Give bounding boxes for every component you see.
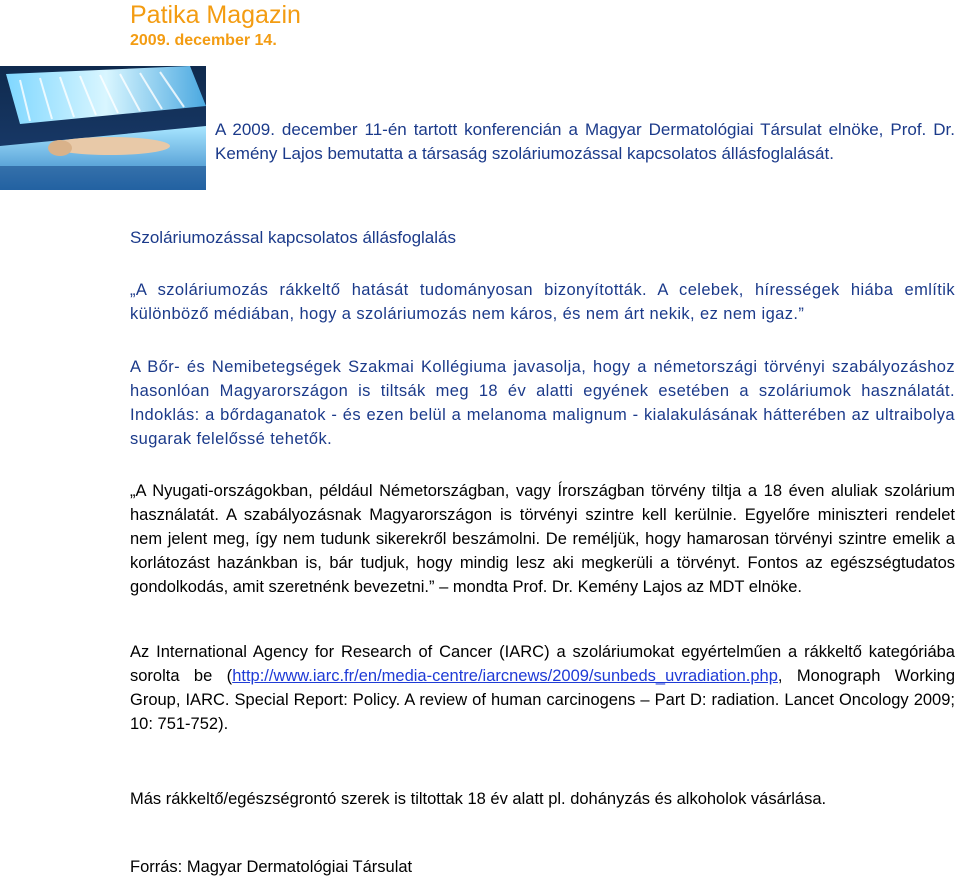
publication-date: 2009. december 14. bbox=[130, 32, 277, 49]
iarc-paragraph bbox=[130, 640, 955, 736]
solarium-photo bbox=[0, 66, 206, 190]
iarc-text-after: , Monograph Working Group, IARC. Special Report: Policy. A review of human carcinogens – Part D: radiation. Lancet Oncology 2009; 10: 751-752). bbox=[130, 667, 955, 733]
other-substances-paragraph: Más rákkeltő/egészségrontó szerek is tiltottak 18 év alatt pl. dohányzás és alkoholok vásárlása. bbox=[130, 790, 827, 808]
iarc-text-before: Az International Agency for Research of Cancer (IARC) a szoláriumokat egyértelműen a rákkeltő kategóriába sorolta be ( bbox=[130, 643, 955, 685]
magazine-title: Patika Magazin bbox=[130, 1, 301, 29]
president-quote-paragraph: „A Nyugati-országokban, például Németországban, vagy Írországban törvény tiltja a 18 éven aluliak szolárium használatát. A szabályozásnak Magyarországon is törvényi szintre kell kerülnie. Egyelőre miniszteri rendelet nem jelent meg, így nem tudunk sikerekről beszámolni. De reméljük, hogy hamarosan törvényi szintre emelik a korlátozást hazánkban is, bár tudjuk, hogy mindig lesz aki megkerüli a törvényt. Fontos az egészségtudatos gondolkodás, amit szeretnénk bevezetni.” – mondta Prof. Dr. Kemény Lajos az MDT elnöke. bbox=[130, 482, 955, 596]
quote-paragraph: „A szoláriumozás rákkeltő hatását tudományosan bizonyították. A celebek, hírességek hiába említik különböző médiában, hogy a szoláriumozás nem káros, és nem árt nekik, ez nem igaz.” bbox=[130, 281, 955, 323]
iarc-link[interactable]: http://www.iarc.fr/en/media-centre/iarcnews/2009/sunbeds_uvradiation.php bbox=[232, 667, 778, 685]
source-line: Forrás: Magyar Dermatológiai Társulat bbox=[130, 858, 413, 876]
recommendation-paragraph: A Bőr- és Nemibetegségek Szakmai Kollégiuma javasolja, hogy a németországi törvényi szabályozáshoz hasonlóan Magyarországon is tiltsák meg 18 év alatti egyének esetében a szoláriumok használatát. Indoklás: a bőrdaganatok - és ezen belül a melanoma malignum - kialakulásának hátterében az ultraibolya sugarak felelőssé tehetők. bbox=[130, 358, 955, 448]
solarium-image bbox=[0, 66, 206, 190]
section-title: Szoláriumozással kapcsolatos állásfoglalás bbox=[130, 228, 456, 247]
header bbox=[130, 0, 301, 52]
intro-paragraph: A 2009. december 11-én tartott konferencián a Magyar Dermatológiai Társulat elnöke, Prof. Dr. Kemény Lajos bemutatta a társaság szoláriumozással kapcsolatos állásfoglalását. bbox=[215, 120, 955, 163]
